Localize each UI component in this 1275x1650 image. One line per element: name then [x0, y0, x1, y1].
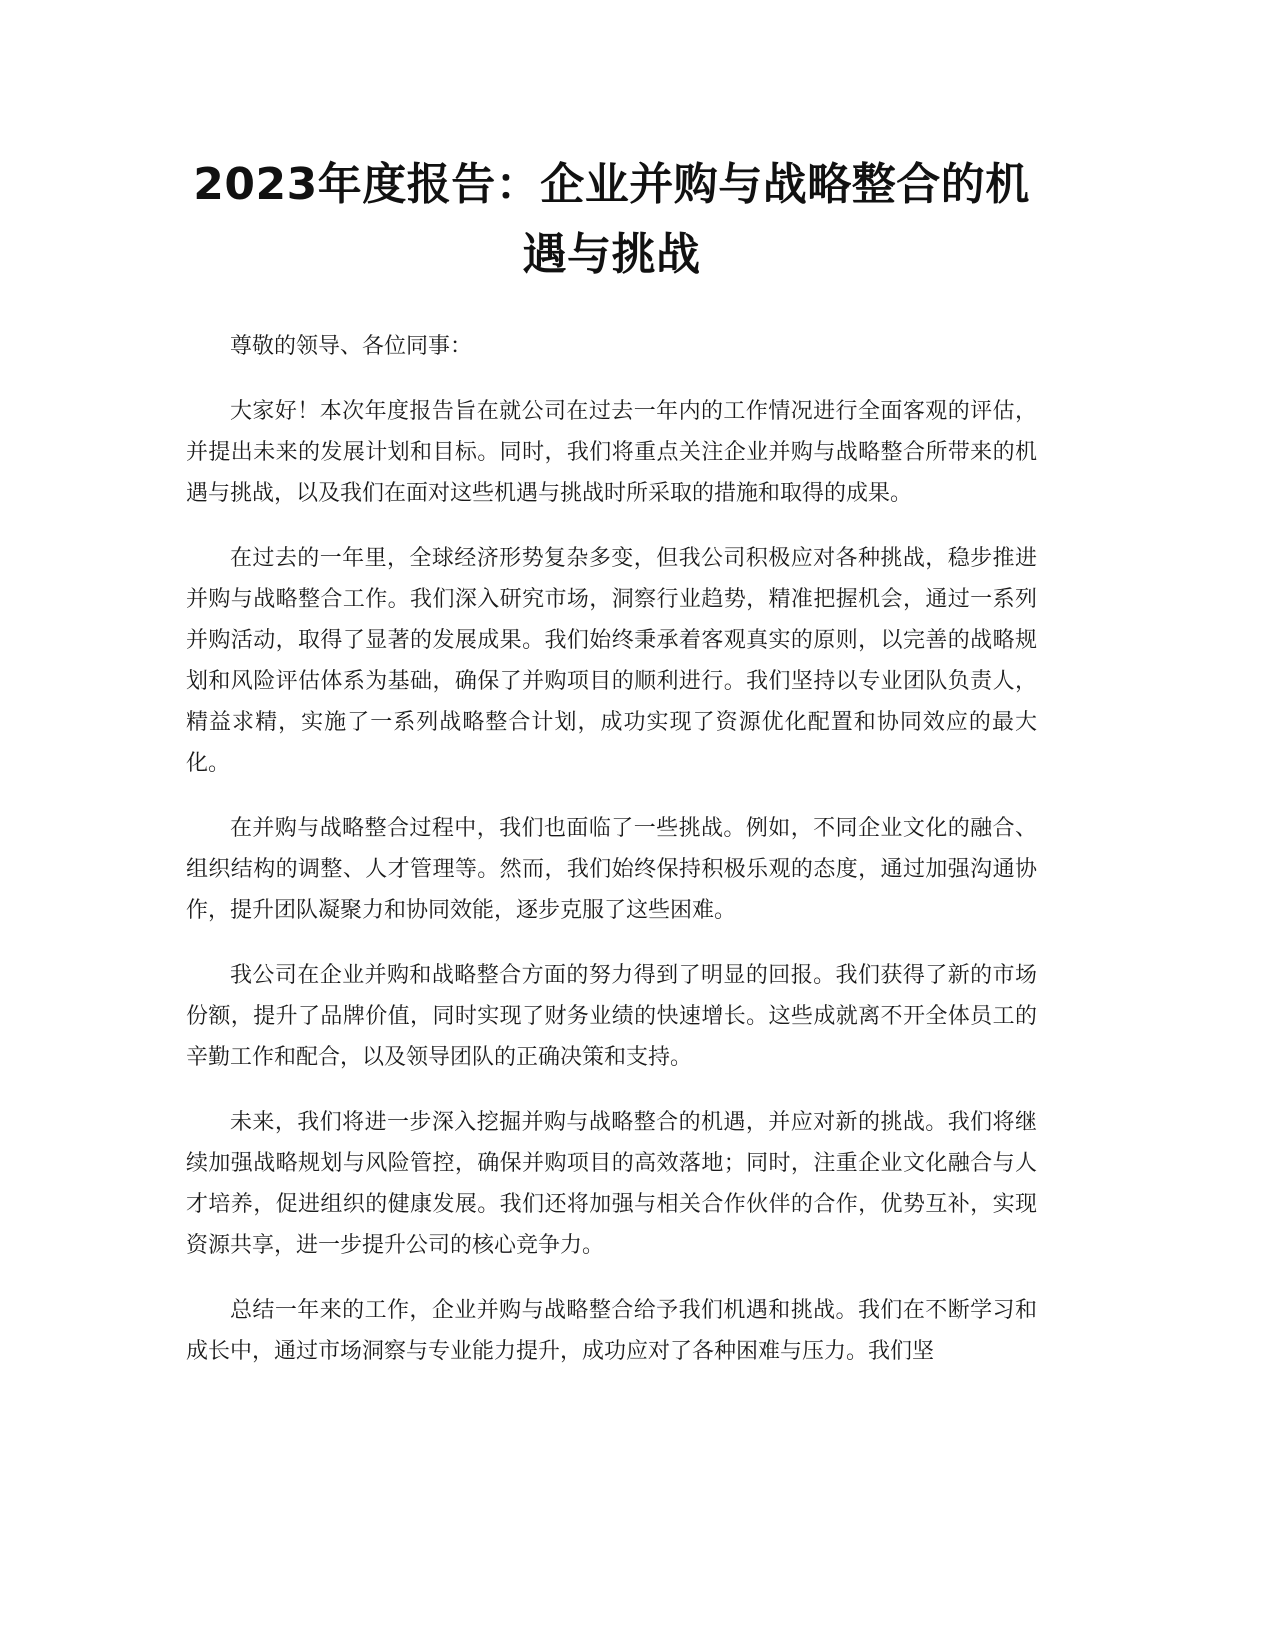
- document-body: [186, 326, 1037, 1372]
- salutation-paragraph: 尊敬的领导、各位同事：: [230, 334, 473, 359]
- results-paragraph: 我公司在企业并购和战略整合方面的努力得到了明显的回报。我们获得了新的市场份额，提升了品牌价值，同时实现了财务业绩的快速增长。这些成就离不开全体员工的辛勤工作和配合，以及领导团队的正确决策和支持。: [186, 963, 1037, 1070]
- summary-paragraph: 总结一年来的工作，企业并购与战略整合给予我们机遇和挑战。我们在不断学习和成长中，通过市场洞察与专业能力提升，成功应对了各种困难与压力。我们坚: [186, 1298, 1037, 1364]
- past-year-paragraph: 在过去的一年里，全球经济形势复杂多变，但我公司积极应对各种挑战，稳步推进并购与战略整合工作。我们深入研究市场，洞察行业趋势，精准把握机会，通过一系列并购活动，取得了显著的发展成果。我们始终秉承着客观真实的原则，以完善的战略规划和风险评估体系为基础，确保了并购项目的顺利进行。我们坚持以专业团队负责人，精益求精，实施了一系列战略整合计划，成功实现了资源优化配置和协同效应的最大化。: [186, 546, 1037, 776]
- intro-paragraph: 大家好！本次年度报告旨在就公司在过去一年内的工作情况进行全面客观的评估，并提出未来的发展计划和目标。同时，我们将重点关注企业并购与战略整合所带来的机遇与挑战，以及我们在面对这些机遇与挑战时所采取的措施和取得的成果。: [186, 399, 1037, 506]
- document-title: 2023年度报告：企业并购与战略整合的机遇与挑战: [193, 159, 1030, 280]
- future-plans-paragraph: 未来，我们将进一步深入挖掘并购与战略整合的机遇，并应对新的挑战。我们将继续加强战略规划与风险管控，确保并购项目的高效落地；同时，注重企业文化融合与人才培养，促进组织的健康发展。我们还将加强与相关合作伙伴的合作，优势互补，实现资源共享，进一步提升公司的核心竞争力。: [186, 1110, 1037, 1258]
- challenges-paragraph: 在并购与战略整合过程中，我们也面临了一些挑战。例如，不同企业文化的融合、组织结构的调整、人才管理等。然而，我们始终保持积极乐观的态度，通过加强沟通协作，提升团队凝聚力和协同效能，逐步克服了这些困难。: [186, 816, 1037, 923]
